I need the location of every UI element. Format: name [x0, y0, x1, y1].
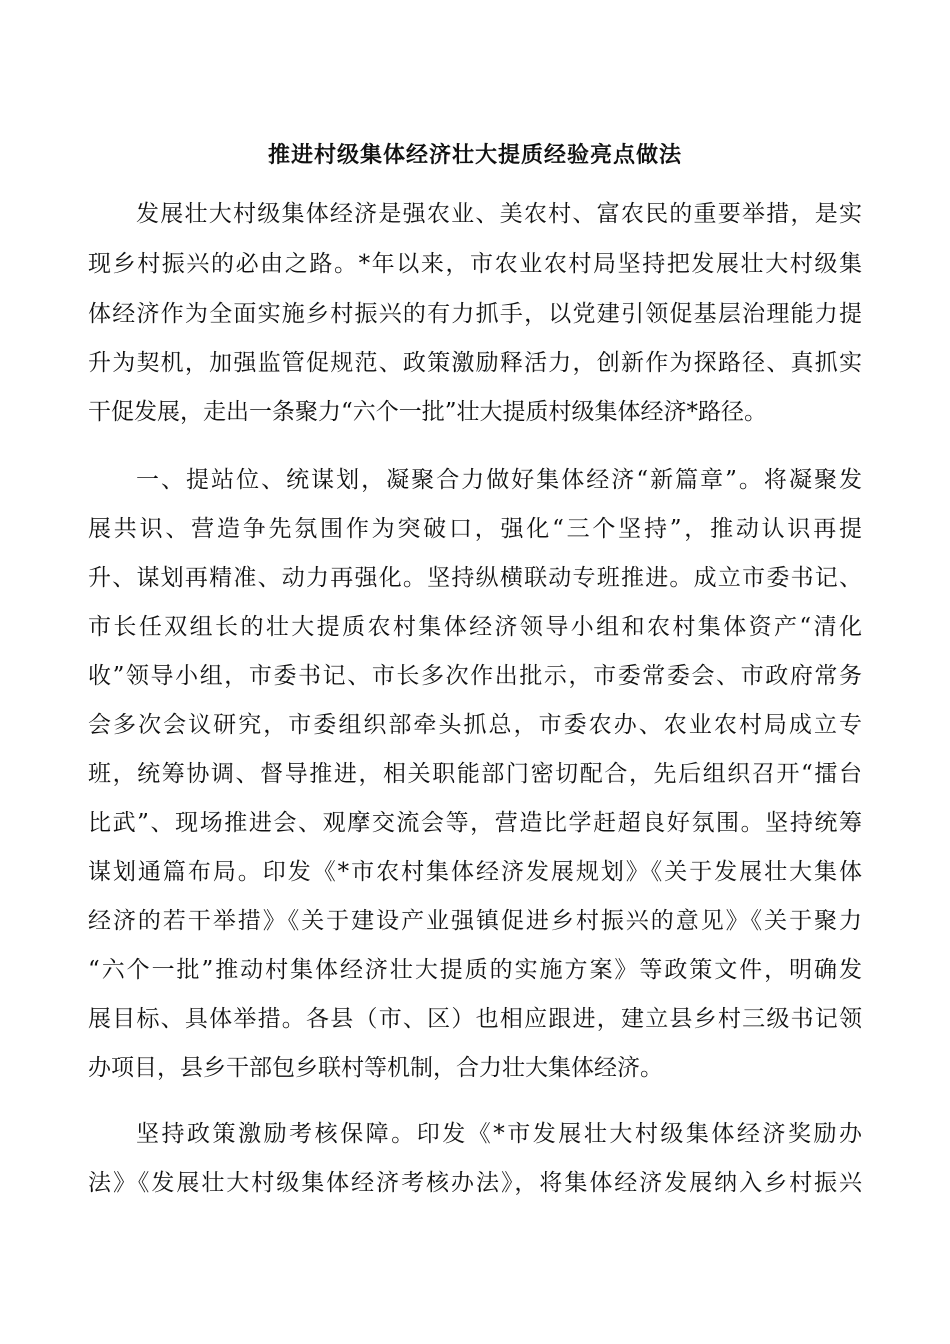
text-line: 升为契机，加强监管促规范、政策激励释活力，创新作为探路径、真抓实	[88, 350, 862, 376]
text-line: 会多次会议研究，市委组织部牵头抓总，市委农办、农业农村局成立专	[88, 712, 862, 738]
text-line: 干促发展，走出一条聚力“六个一批”壮大提质村级集体经济*路径。	[88, 399, 768, 425]
text-line: 谋划通篇布局。印发《*市农村集体经济发展规划》《关于发展壮大集体	[88, 859, 862, 885]
text-line: 经济的若干举措》《关于建设产业强镇促进乡村振兴的意见》《关于聚力	[88, 908, 862, 934]
text-line: 办项目，县乡干部包乡联村等机制，合力壮大集体经济。	[88, 1055, 663, 1081]
text-line: 法》《发展壮大村级集体经济考核办法》，将集体经济发展纳入乡村振兴	[88, 1170, 862, 1196]
text-line: 体经济作为全面实施乡村振兴的有力抓手，以党建引领促基层治理能力提	[88, 301, 862, 327]
document-title: 推进村级集体经济壮大提质经验亮点做法	[267, 143, 682, 168]
text-line: 收”领导小组，市委书记、市长多次作出批示，市委常委会、市政府常务	[88, 663, 862, 689]
text-line: 一、提站位、统谋划，凝聚合力做好集体经济“新篇章”。将凝聚发	[136, 467, 862, 493]
text-line: 发展壮大村级集体经济是强农业、美农村、富农民的重要举措，是实	[136, 201, 862, 227]
text-line: 班，统筹协调、督导推进，相关职能部门密切配合，先后组织召开“擂台	[88, 761, 862, 787]
text-line: 市长任双组长的壮大提质农村集体经济领导小组和农村集体资产“清化	[88, 614, 862, 640]
text-line: 展目标、具体举措。各县（市、区）也相应跟进，建立县乡村三级书记领	[88, 1006, 862, 1032]
text-line: 比武”、现场推进会、观摩交流会等，营造比学赶超良好氛围。坚持统筹	[88, 810, 862, 836]
text-line: 展共识、营造争先氛围作为突破口，强化“三个坚持”，推动认识再提	[88, 516, 862, 542]
text-line: 升、谋划再精准、动力再强化。坚持纵横联动专班推进。成立市委书记、	[88, 565, 862, 591]
text-line: 现乡村振兴的必由之路。*年以来，市农业农村局坚持把发展壮大村级集	[88, 251, 862, 277]
text-line: “六个一批”推动村集体经济壮大提质的实施方案》等政策文件，明确发	[88, 957, 862, 983]
text-line: 坚持政策激励考核保障。印发《*市发展壮大村级集体经济奖励办	[136, 1121, 862, 1147]
